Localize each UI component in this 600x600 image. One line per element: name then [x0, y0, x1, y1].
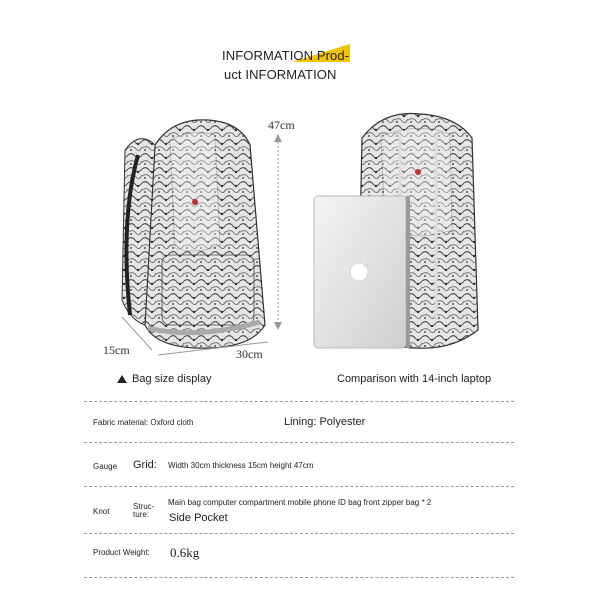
- product-illustration: [100, 110, 520, 370]
- knot-label: Knot: [93, 507, 110, 516]
- grid-label: Grid:: [133, 459, 157, 471]
- divider: [84, 401, 514, 402]
- triangle-icon: [117, 375, 127, 383]
- title-line-1: INFORMATION Prod-: [222, 48, 350, 63]
- grid-value: Width 30cm thickness 15cm height 47cm: [168, 461, 314, 470]
- fabric-material: Fabric material: Oxford cloth: [93, 418, 194, 427]
- backpack-side-view: [122, 120, 282, 355]
- section-title: [222, 44, 382, 84]
- weight-value: 0.6kg: [170, 545, 200, 560]
- dimension-height: 47cm: [268, 118, 295, 132]
- divider: [84, 533, 514, 534]
- caption-bag-size-text: Bag size display: [132, 373, 212, 385]
- structure-label: [133, 503, 154, 519]
- divider: [84, 486, 514, 487]
- weight-label: Product Weight:: [93, 548, 150, 557]
- structure-label-line-2: ture:: [133, 510, 150, 519]
- structure-value-line-1: Main bag computer compartment mobile phone ID bag front zipper bag * 2: [168, 498, 432, 507]
- divider: [84, 577, 514, 578]
- title-line-2: uct INFORMATION: [224, 67, 337, 82]
- dimension-width: 30cm: [236, 347, 263, 361]
- caption-bag-size: [132, 373, 212, 385]
- divider: [84, 442, 514, 443]
- structure-value-line-2: Side Pocket: [169, 512, 228, 524]
- gauge-label: Gauge: [93, 462, 118, 471]
- lining-material: Lining: Polyester: [284, 416, 366, 428]
- dimension-depth: 15cm: [103, 343, 130, 357]
- caption-laptop-comparison: Comparison with 14-inch laptop: [337, 373, 492, 385]
- structure-label-line-1: Struc-: [133, 502, 155, 511]
- laptop-comparison: [314, 196, 410, 348]
